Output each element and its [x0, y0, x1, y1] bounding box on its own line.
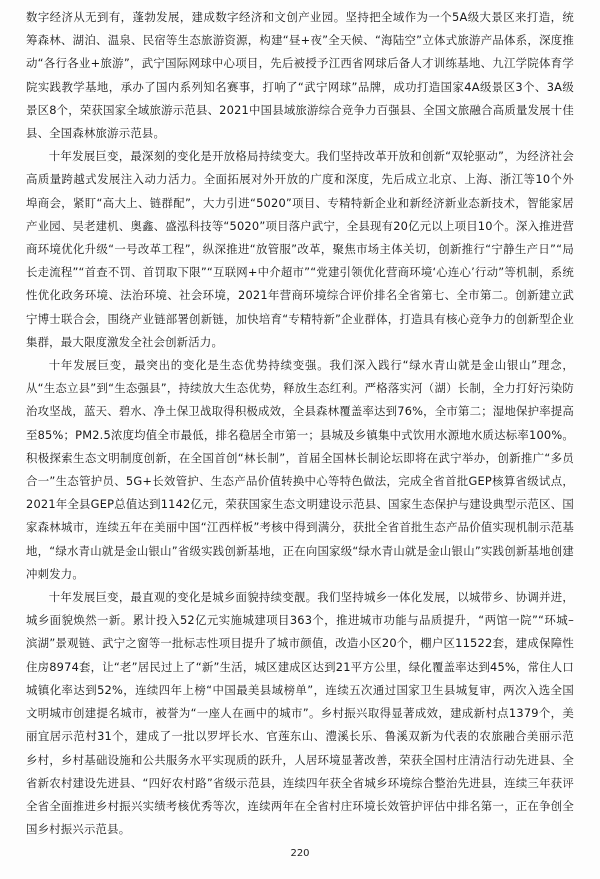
paragraph-ecology: 十年发展巨变，最突出的变化是生态优势持续变强。我们深入践行“绿水青山就是金山银山”理念，从“生态立县”到“生态强县”，持续放大生态优势，释放生态红利。严格落实河（湖）长制，全力打好污染防治攻坚战，蓝天、碧水、净土保卫战取得积极成效，全县森林覆盖率达到76%，全市第二；湿地保护率提高至85%；PM2.5浓度均值全市最低，排名稳居全市第一；县城及乡镇集中式饮用水源地水质达标率100%。积极探索生态文明制度创新，在全国首创“林长制”，首届全国林长制论坛即将在武宁举办，创新推广“多员合一”生态管护员、5G+长效管护、生态产品价值转换中心等特色做法，完成全省首批GEP核算省级试点，2021年全县GEP总值达到1142亿元，荣获国家生态文明建设示范县、国家生态保护与建设典型示范区、国家森林城市，连续五年在美丽中国“江西样板”考核中得到满分，获批全省首批生态产品价值实现机制示范基地，“绿水青山就是金山银山”省级实践创新基地，正在向国家级“绿水青山就是金山银山”实践创新基地创建冲刺发力。: [26, 358, 574, 581]
body-text: [26, 6, 574, 842]
paragraph-urban-rural: 十年发展巨变，最直观的变化是城乡面貌持续变靓。我们坚持城乡一体化发展，以城带乡、协调并进，城乡面貌焕然一新。累计投入52亿元实施城建项目363个，推进城市功能与品质提升，“两馆一院”“环城–滨湖”景观链、武宁之窗等一批标志性项目提升了城市颜值，改造小区20个，棚户区11522套，建成保障性住房8974套，让“老”居民过上了“新”生活，城区建成区达到21平方公里，绿化覆盖率达到45%，常住人口城镇化率达到52%，连续四年上榜“中国最美县域榜单”，连续五次通过国家卫生县城复审，两次入选全国文明城市创建提名城市，被誉为“一座人在画中的城市”。乡村振兴取得显著成效，建成新村点1379个，美丽宜居示范村31个，建成了一批以罗坪长水、官莲东山、澧溪长乐、鲁溪双新为代表的农旅融合美丽示范乡村，乡村基础设施和公共服务水平实现质的跃升，人居环境显著改善，荣获全国村庄清洁行动先进县、全省新农村建设先进县、“四好农村路”省级示范县，连续四年获全省城乡环境综合整治先进县，连续三年获评全省全面推进乡村振兴实绩考核优秀等次，连续两年在全省村庄环境长效管护评估中排名第一，正在争创全国乡村振兴示范县。: [26, 590, 574, 837]
paragraph-livelihood: [26, 841, 574, 842]
paragraph-tourism: 数字经济从无到有，蓬勃发展，建成数字经济和文创产业园。坚持把全域作为一个5A级大景区来打造，统筹森林、湖泊、温泉、民宿等生态旅游资源，构建“昼+夜”全天候、“海陆空”立体式旅游产品体系，深度推动“各行各业+旅游”，武宁国际网球中心项目，先后被授予江西省网球后备人才训练基地、九江学院体育学院实践教学基地，承办了国内系列知名赛事，打响了“武宁网球”品牌，成功打造国家4A级景区3个、3A级景区8个，荣获国家全域旅游示范县、2021中国县域旅游综合竞争力百强县、全国文旅融合高质量发展十佳县、全国森林旅游示范县。: [26, 10, 574, 141]
paragraph-opening-up: 十年发展巨变，最深刻的变化是开放格局持续变大。我们坚持改革开放和创新“双轮驱动”，为经济社会高质量跨越式发展注入动力活力。全面拓展对外开放的广度和深度，先后成立北京、上海、浙江等10个外埠商会，紧盯“高大上、链群配”，大力引进“5020”项目、专精特新企业和新经济新业态新技术，智能家居产业园、吴老建机、奥鑫、盛泓科技等“5020”项目落户武宁，全县现有20亿元以上项目10个。深入推进营商环境优化升级“一号改革工程”，纵深推进“放管服”改革，聚焦市场主体关切，创新推行“宁静生产日”“局长走流程”“首查不罚、首罚取下限”“互联网+中介超市”“党建引领优化营商环境‘心连心’行动”等机制，系统性优化政务环境、法治环境、社会环境，2021年营商环境综合评价排名全省第七、全市第二。创新建立武宁博士联合会，围绕产业链部署创新链，加快培育“专精特新”企业群体，打造具有核心竞争力的创新型企业集群，最大限度激发全社会创新活力。: [26, 149, 574, 349]
page-number: 220: [290, 848, 310, 859]
